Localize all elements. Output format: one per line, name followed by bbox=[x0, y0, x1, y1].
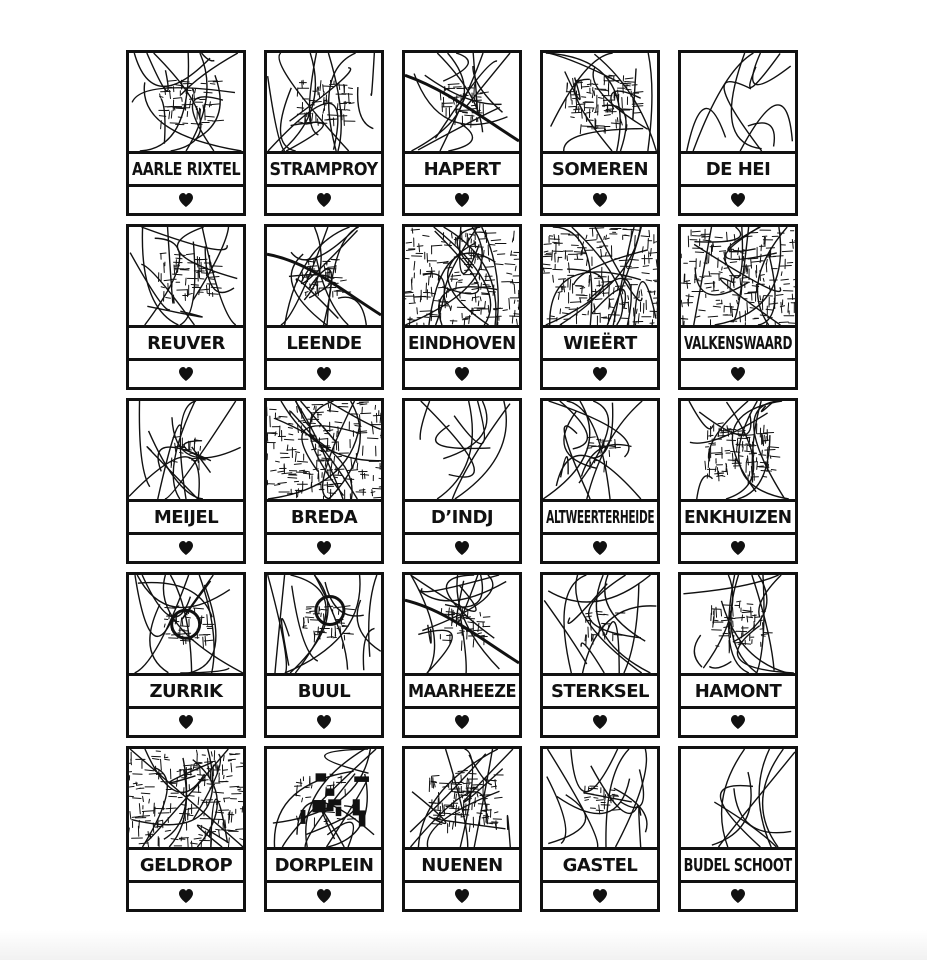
place-name: EINDHOVEN bbox=[408, 332, 516, 354]
place-name: D’INDJ bbox=[430, 506, 494, 528]
map-tile bbox=[264, 224, 384, 390]
tile-label-box bbox=[681, 850, 795, 880]
place-name: STRAMPROY bbox=[269, 158, 379, 180]
heart-box bbox=[543, 709, 657, 735]
heart-box bbox=[405, 709, 519, 735]
heart-icon bbox=[592, 540, 608, 556]
heart-icon bbox=[178, 366, 194, 382]
tile-label-box bbox=[405, 154, 519, 184]
heart-icon bbox=[316, 366, 332, 382]
street-map-image bbox=[405, 575, 519, 673]
street-map-image bbox=[267, 749, 381, 847]
heart-icon bbox=[178, 714, 194, 730]
tile-label-box bbox=[129, 328, 243, 358]
map-tile bbox=[126, 398, 246, 564]
heart-box bbox=[129, 187, 243, 213]
heart-box bbox=[129, 535, 243, 561]
place-name: DE HEI bbox=[705, 158, 771, 180]
tile-label-box bbox=[267, 502, 381, 532]
map-tile-grid bbox=[126, 50, 796, 912]
heart-box bbox=[267, 709, 381, 735]
heart-icon bbox=[730, 540, 746, 556]
street-map-image bbox=[543, 53, 657, 151]
map-tile bbox=[402, 224, 522, 390]
heart-box bbox=[681, 187, 795, 213]
map-tile bbox=[264, 50, 384, 216]
map-tile bbox=[126, 572, 246, 738]
place-name: HAPERT bbox=[423, 158, 501, 180]
place-name: BUUL bbox=[297, 680, 351, 702]
heart-icon bbox=[730, 888, 746, 904]
heart-icon bbox=[454, 366, 470, 382]
tile-label-box bbox=[267, 676, 381, 706]
street-map-image bbox=[543, 575, 657, 673]
place-name: ENKHUIZEN bbox=[684, 506, 792, 528]
heart-box bbox=[543, 361, 657, 387]
map-tile bbox=[678, 50, 798, 216]
tile-label-box bbox=[129, 676, 243, 706]
heart-box bbox=[681, 361, 795, 387]
map-tile bbox=[540, 224, 660, 390]
heart-icon bbox=[316, 192, 332, 208]
map-tile bbox=[126, 50, 246, 216]
map-tile bbox=[264, 746, 384, 912]
heart-icon bbox=[454, 888, 470, 904]
tile-label-box bbox=[267, 154, 381, 184]
heart-icon bbox=[730, 714, 746, 730]
heart-box bbox=[543, 535, 657, 561]
tile-label-box bbox=[543, 328, 657, 358]
heart-box bbox=[405, 187, 519, 213]
tile-label-box bbox=[543, 502, 657, 532]
street-map-image bbox=[543, 227, 657, 325]
tile-label-box bbox=[129, 850, 243, 880]
street-map-image bbox=[681, 227, 795, 325]
street-map-image bbox=[129, 401, 243, 499]
heart-box bbox=[129, 361, 243, 387]
tile-label-box bbox=[543, 154, 657, 184]
street-map-image bbox=[267, 575, 381, 673]
heart-box bbox=[405, 361, 519, 387]
tile-label-box bbox=[681, 676, 795, 706]
heart-box bbox=[405, 883, 519, 909]
street-map-image bbox=[681, 749, 795, 847]
street-map-image bbox=[129, 227, 243, 325]
map-tile bbox=[402, 50, 522, 216]
map-tile bbox=[126, 746, 246, 912]
place-name: LEENDE bbox=[286, 332, 362, 354]
place-name: STERKSEL bbox=[550, 680, 650, 702]
heart-box bbox=[267, 535, 381, 561]
place-name: HAMONT bbox=[694, 680, 782, 702]
street-map-image bbox=[267, 227, 381, 325]
heart-box bbox=[129, 883, 243, 909]
place-name: VALKENSWAARD bbox=[683, 332, 793, 354]
street-map-image bbox=[681, 401, 795, 499]
heart-box bbox=[129, 709, 243, 735]
tile-label-box bbox=[543, 676, 657, 706]
heart-box bbox=[681, 535, 795, 561]
street-map-image bbox=[405, 749, 519, 847]
tile-label-box bbox=[543, 850, 657, 880]
heart-icon bbox=[454, 192, 470, 208]
heart-icon bbox=[592, 714, 608, 730]
place-name: REUVER bbox=[147, 332, 225, 354]
tile-label-box bbox=[267, 328, 381, 358]
map-tile bbox=[402, 572, 522, 738]
floor-shadow bbox=[0, 930, 927, 960]
map-tile bbox=[678, 572, 798, 738]
map-tile bbox=[264, 398, 384, 564]
heart-box bbox=[543, 883, 657, 909]
heart-icon bbox=[730, 366, 746, 382]
heart-icon bbox=[454, 540, 470, 556]
heart-icon bbox=[592, 888, 608, 904]
tile-label-box bbox=[129, 154, 243, 184]
street-map-image bbox=[405, 53, 519, 151]
heart-icon bbox=[730, 192, 746, 208]
place-name: GASTEL bbox=[562, 854, 638, 876]
heart-box bbox=[267, 361, 381, 387]
heart-box bbox=[681, 709, 795, 735]
map-tile bbox=[540, 398, 660, 564]
place-name: GELDROP bbox=[139, 854, 233, 876]
street-map-image bbox=[543, 401, 657, 499]
heart-box bbox=[681, 883, 795, 909]
heart-icon bbox=[316, 540, 332, 556]
heart-icon bbox=[316, 714, 332, 730]
place-name: ALTWEERTERHEIDE bbox=[545, 506, 655, 528]
tile-label-box bbox=[405, 676, 519, 706]
map-tile bbox=[678, 746, 798, 912]
street-map-image bbox=[129, 53, 243, 151]
place-name: BREDA bbox=[290, 506, 358, 528]
map-tile bbox=[402, 746, 522, 912]
street-map-image bbox=[129, 575, 243, 673]
street-map-image bbox=[405, 227, 519, 325]
map-tile bbox=[678, 398, 798, 564]
place-name: WIEËRT bbox=[563, 332, 637, 354]
street-map-image bbox=[405, 401, 519, 499]
street-map-image bbox=[681, 53, 795, 151]
tile-label-box bbox=[681, 502, 795, 532]
place-name: MEIJEL bbox=[153, 506, 219, 528]
tile-label-box bbox=[681, 154, 795, 184]
street-map-image bbox=[267, 53, 381, 151]
street-map-image bbox=[129, 749, 243, 847]
street-map-image bbox=[267, 401, 381, 499]
street-map-image bbox=[681, 575, 795, 673]
map-tile bbox=[264, 572, 384, 738]
place-name: DORPLEIN bbox=[274, 854, 374, 876]
tile-label-box bbox=[267, 850, 381, 880]
map-tile bbox=[540, 50, 660, 216]
heart-box bbox=[267, 187, 381, 213]
heart-icon bbox=[454, 714, 470, 730]
heart-box bbox=[405, 535, 519, 561]
map-tile bbox=[402, 398, 522, 564]
place-name: NUENEN bbox=[421, 854, 503, 876]
street-map-image bbox=[543, 749, 657, 847]
heart-icon bbox=[178, 192, 194, 208]
map-tile bbox=[540, 746, 660, 912]
heart-icon bbox=[316, 888, 332, 904]
map-tile bbox=[678, 224, 798, 390]
tile-label-box bbox=[405, 502, 519, 532]
place-name: AARLE RIXTEL bbox=[131, 158, 241, 180]
heart-box bbox=[543, 187, 657, 213]
map-tile bbox=[126, 224, 246, 390]
tile-label-box bbox=[405, 328, 519, 358]
place-name: SOMEREN bbox=[551, 158, 649, 180]
heart-icon bbox=[592, 366, 608, 382]
map-tile bbox=[540, 572, 660, 738]
heart-icon bbox=[178, 888, 194, 904]
place-name: BUDEL SCHOOT bbox=[683, 854, 793, 876]
tile-label-box bbox=[681, 328, 795, 358]
tile-label-box bbox=[405, 850, 519, 880]
heart-icon bbox=[592, 192, 608, 208]
place-name: MAARHEEZE bbox=[407, 680, 517, 702]
place-name: ZURRIK bbox=[149, 680, 223, 702]
heart-icon bbox=[178, 540, 194, 556]
tile-label-box bbox=[129, 502, 243, 532]
heart-box bbox=[267, 883, 381, 909]
